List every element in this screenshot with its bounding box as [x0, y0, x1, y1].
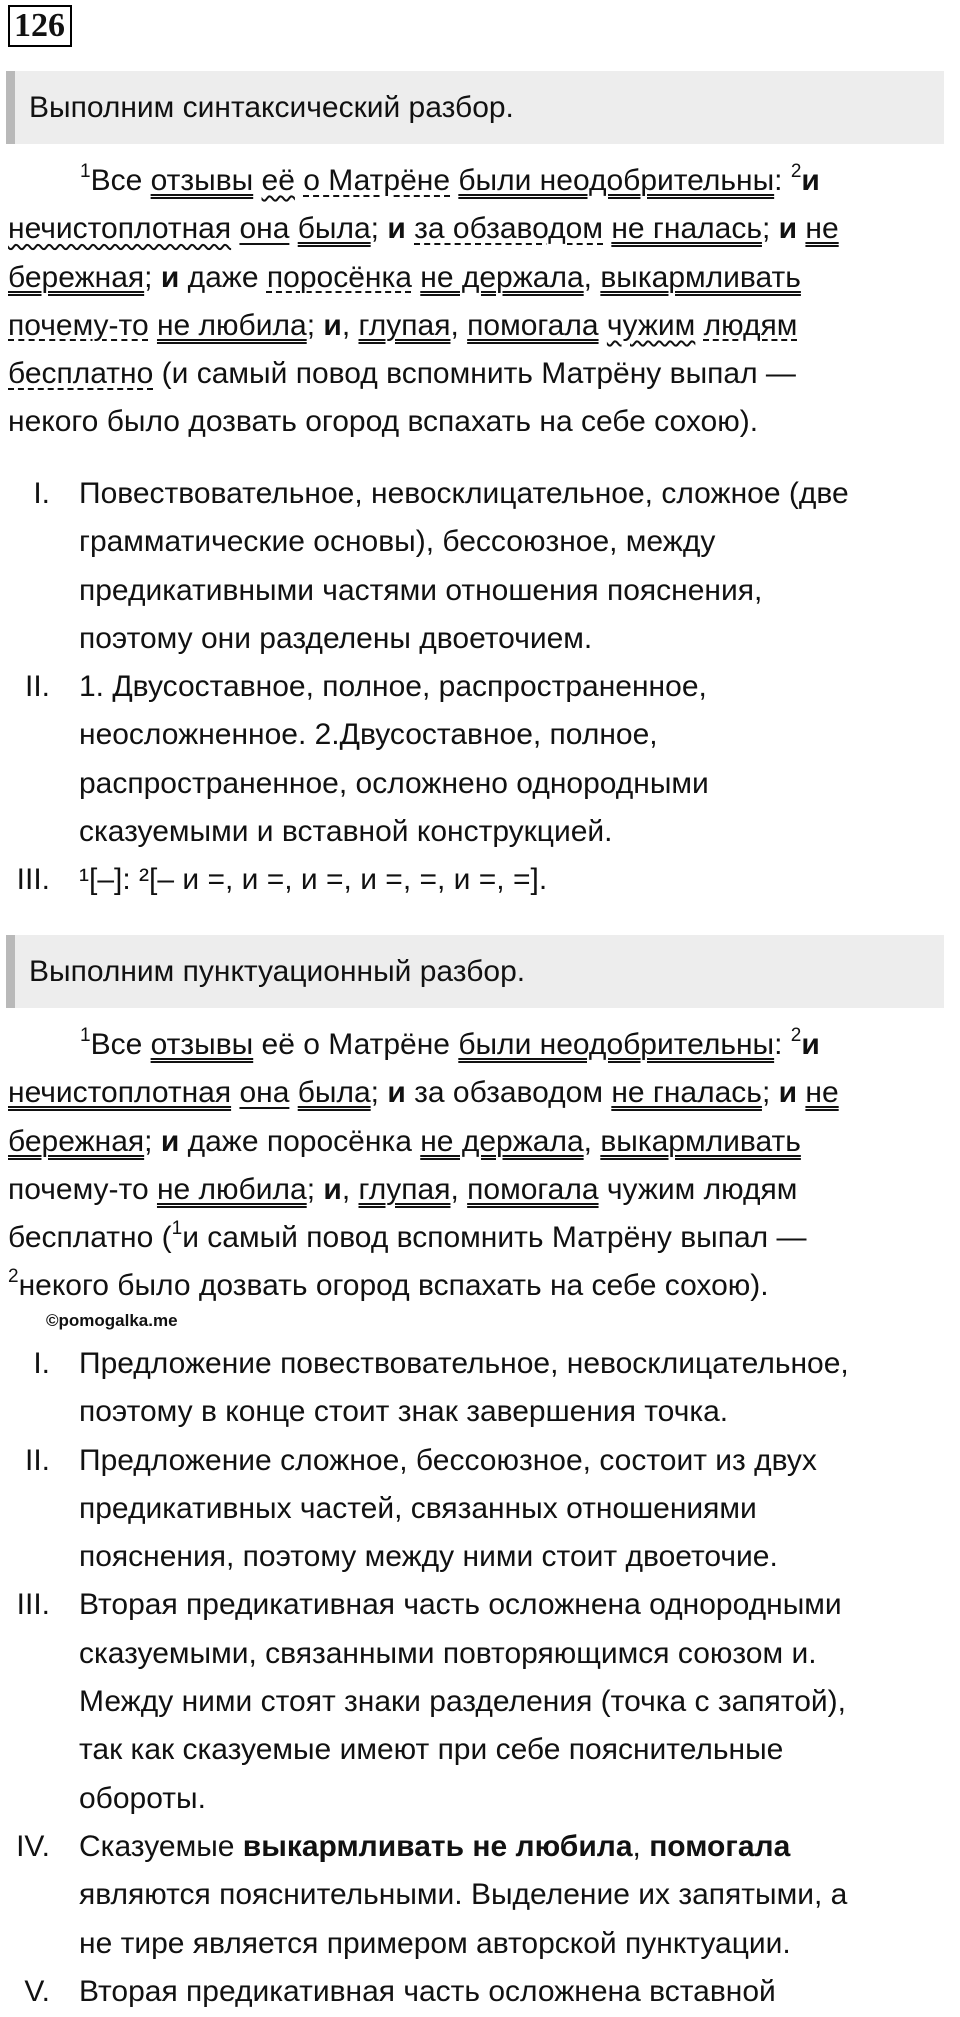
sentence-line: $^1$Все отзывы её о Матрёне были неодобрительны: $^2$и	[80, 1025, 820, 1061]
list-line: являются пояснительными. Выделение их запятыми, а	[79, 1878, 848, 1912]
list-marker: III.	[16, 1588, 50, 1622]
list-line: так как сказуемые имеют при себе пояснительные	[79, 1733, 784, 1767]
list-line: сказуемыми и вставной конструкцией.	[79, 815, 613, 849]
list-marker: V.	[24, 1974, 50, 2008]
list-item	[0, 1823, 960, 1968]
list-line: поэтому в конце стоит знак завершения точка.	[79, 1395, 729, 1429]
list-line: неосложненное. 2.Двусоставное, полное,	[79, 718, 658, 752]
list-marker: III.	[16, 863, 50, 897]
sentence-punctuation	[8, 1021, 948, 1311]
sentence-line: бережная; и даже поросёнка не держала, выкармливать	[8, 1124, 801, 1158]
sentence-line: бесплатно ($^1$и самый повод вспомнить Матрёну выпал —	[8, 1218, 807, 1255]
list-line: 1. Двусоставное, полное, распространенное,	[79, 670, 707, 704]
section-heading-punctuation: Выполним пунктуационный разбор.	[6, 935, 944, 1008]
list-line: грамматические основы), бессоюзное, между	[79, 525, 716, 559]
list-line: Вторая предикативная часть осложнена однородными	[79, 1588, 842, 1622]
sentence-line: почему-то не любила; и, глупая, помогала чужим людям	[8, 308, 798, 342]
list-line: Сказуемые выкармливать не любила, помогала	[79, 1829, 791, 1863]
list-line: распространенное, осложнено однородными	[79, 766, 709, 800]
watermark: ©pomogalka.me	[46, 1311, 178, 1330]
list-marker: I.	[33, 477, 50, 510]
list-line: Предложение повествовательное, невосклицательное,	[79, 1347, 849, 1380]
list-marker: II.	[24, 670, 50, 704]
list-line: Повествовательное, невосклицательное, сложное (две	[79, 477, 849, 510]
sentence-line: $^1$Все отзывы её о Матрёне были неодобрительны: $^2$и	[80, 161, 820, 197]
list-item	[0, 1437, 960, 1582]
sentence-syntax	[8, 157, 948, 447]
syntax-analysis-list	[0, 470, 960, 905]
list-line: сказуемыми, связанными повторяющимся союзом и.	[79, 1636, 817, 1670]
sentence-line: $^2$некого было дозвать огород вспахать на себе сохою).	[8, 1266, 769, 1303]
list-line: Вторая предикативная часть осложнена вставной	[79, 1974, 776, 2008]
list-item	[0, 1581, 960, 1822]
sentence-line: нечистоплотная она была; и за обзаводом не гналась; и не	[8, 1076, 839, 1110]
list-line: обороты.	[79, 1781, 206, 1815]
sentence-line: некого было дозвать огород вспахать на себе сохою).	[8, 405, 759, 439]
list-line: ¹[–]: ²[– и =, и =, и =, и =, =, и =, =].	[79, 863, 548, 897]
section-heading-syntax: Выполним синтаксический разбор.	[6, 71, 944, 144]
list-line: не тире является примером авторской пунктуации.	[79, 1926, 791, 1960]
list-item	[0, 1340, 960, 1437]
sentence-line: бесплатно (и самый повод вспомнить Матрёну выпал —	[8, 357, 796, 391]
sentence-line: нечистоплотная она была; и за обзаводом не гналась; и не	[8, 212, 839, 246]
task-number: 126	[8, 5, 72, 47]
punctuation-analysis-list	[0, 1340, 960, 2016]
list-item	[0, 856, 960, 904]
list-marker: IV.	[16, 1829, 50, 1863]
list-marker: II.	[24, 1443, 50, 1477]
sentence-line: бережная; и даже поросёнка не держала, выкармливать	[8, 260, 801, 294]
list-line: Между ними стоят знаки разделения (точка с запятой),	[79, 1685, 846, 1719]
list-item	[0, 663, 960, 856]
list-line: пояснения, поэтому между ними стоит двоеточие.	[79, 1540, 778, 1574]
list-line: предикативными частями отношения пояснения,	[79, 573, 763, 607]
list-line: поэтому они разделены двоеточием.	[79, 621, 593, 655]
list-item	[0, 1968, 960, 2016]
list-line: предикативных частей, связанных отношениями	[79, 1491, 757, 1525]
sentence-line: почему-то не любила; и, глупая, помогала чужим людям	[8, 1172, 798, 1206]
list-item	[0, 470, 960, 663]
list-marker: I.	[33, 1347, 50, 1380]
list-line: Предложение сложное, бессоюзное, состоит из двух	[79, 1443, 817, 1477]
